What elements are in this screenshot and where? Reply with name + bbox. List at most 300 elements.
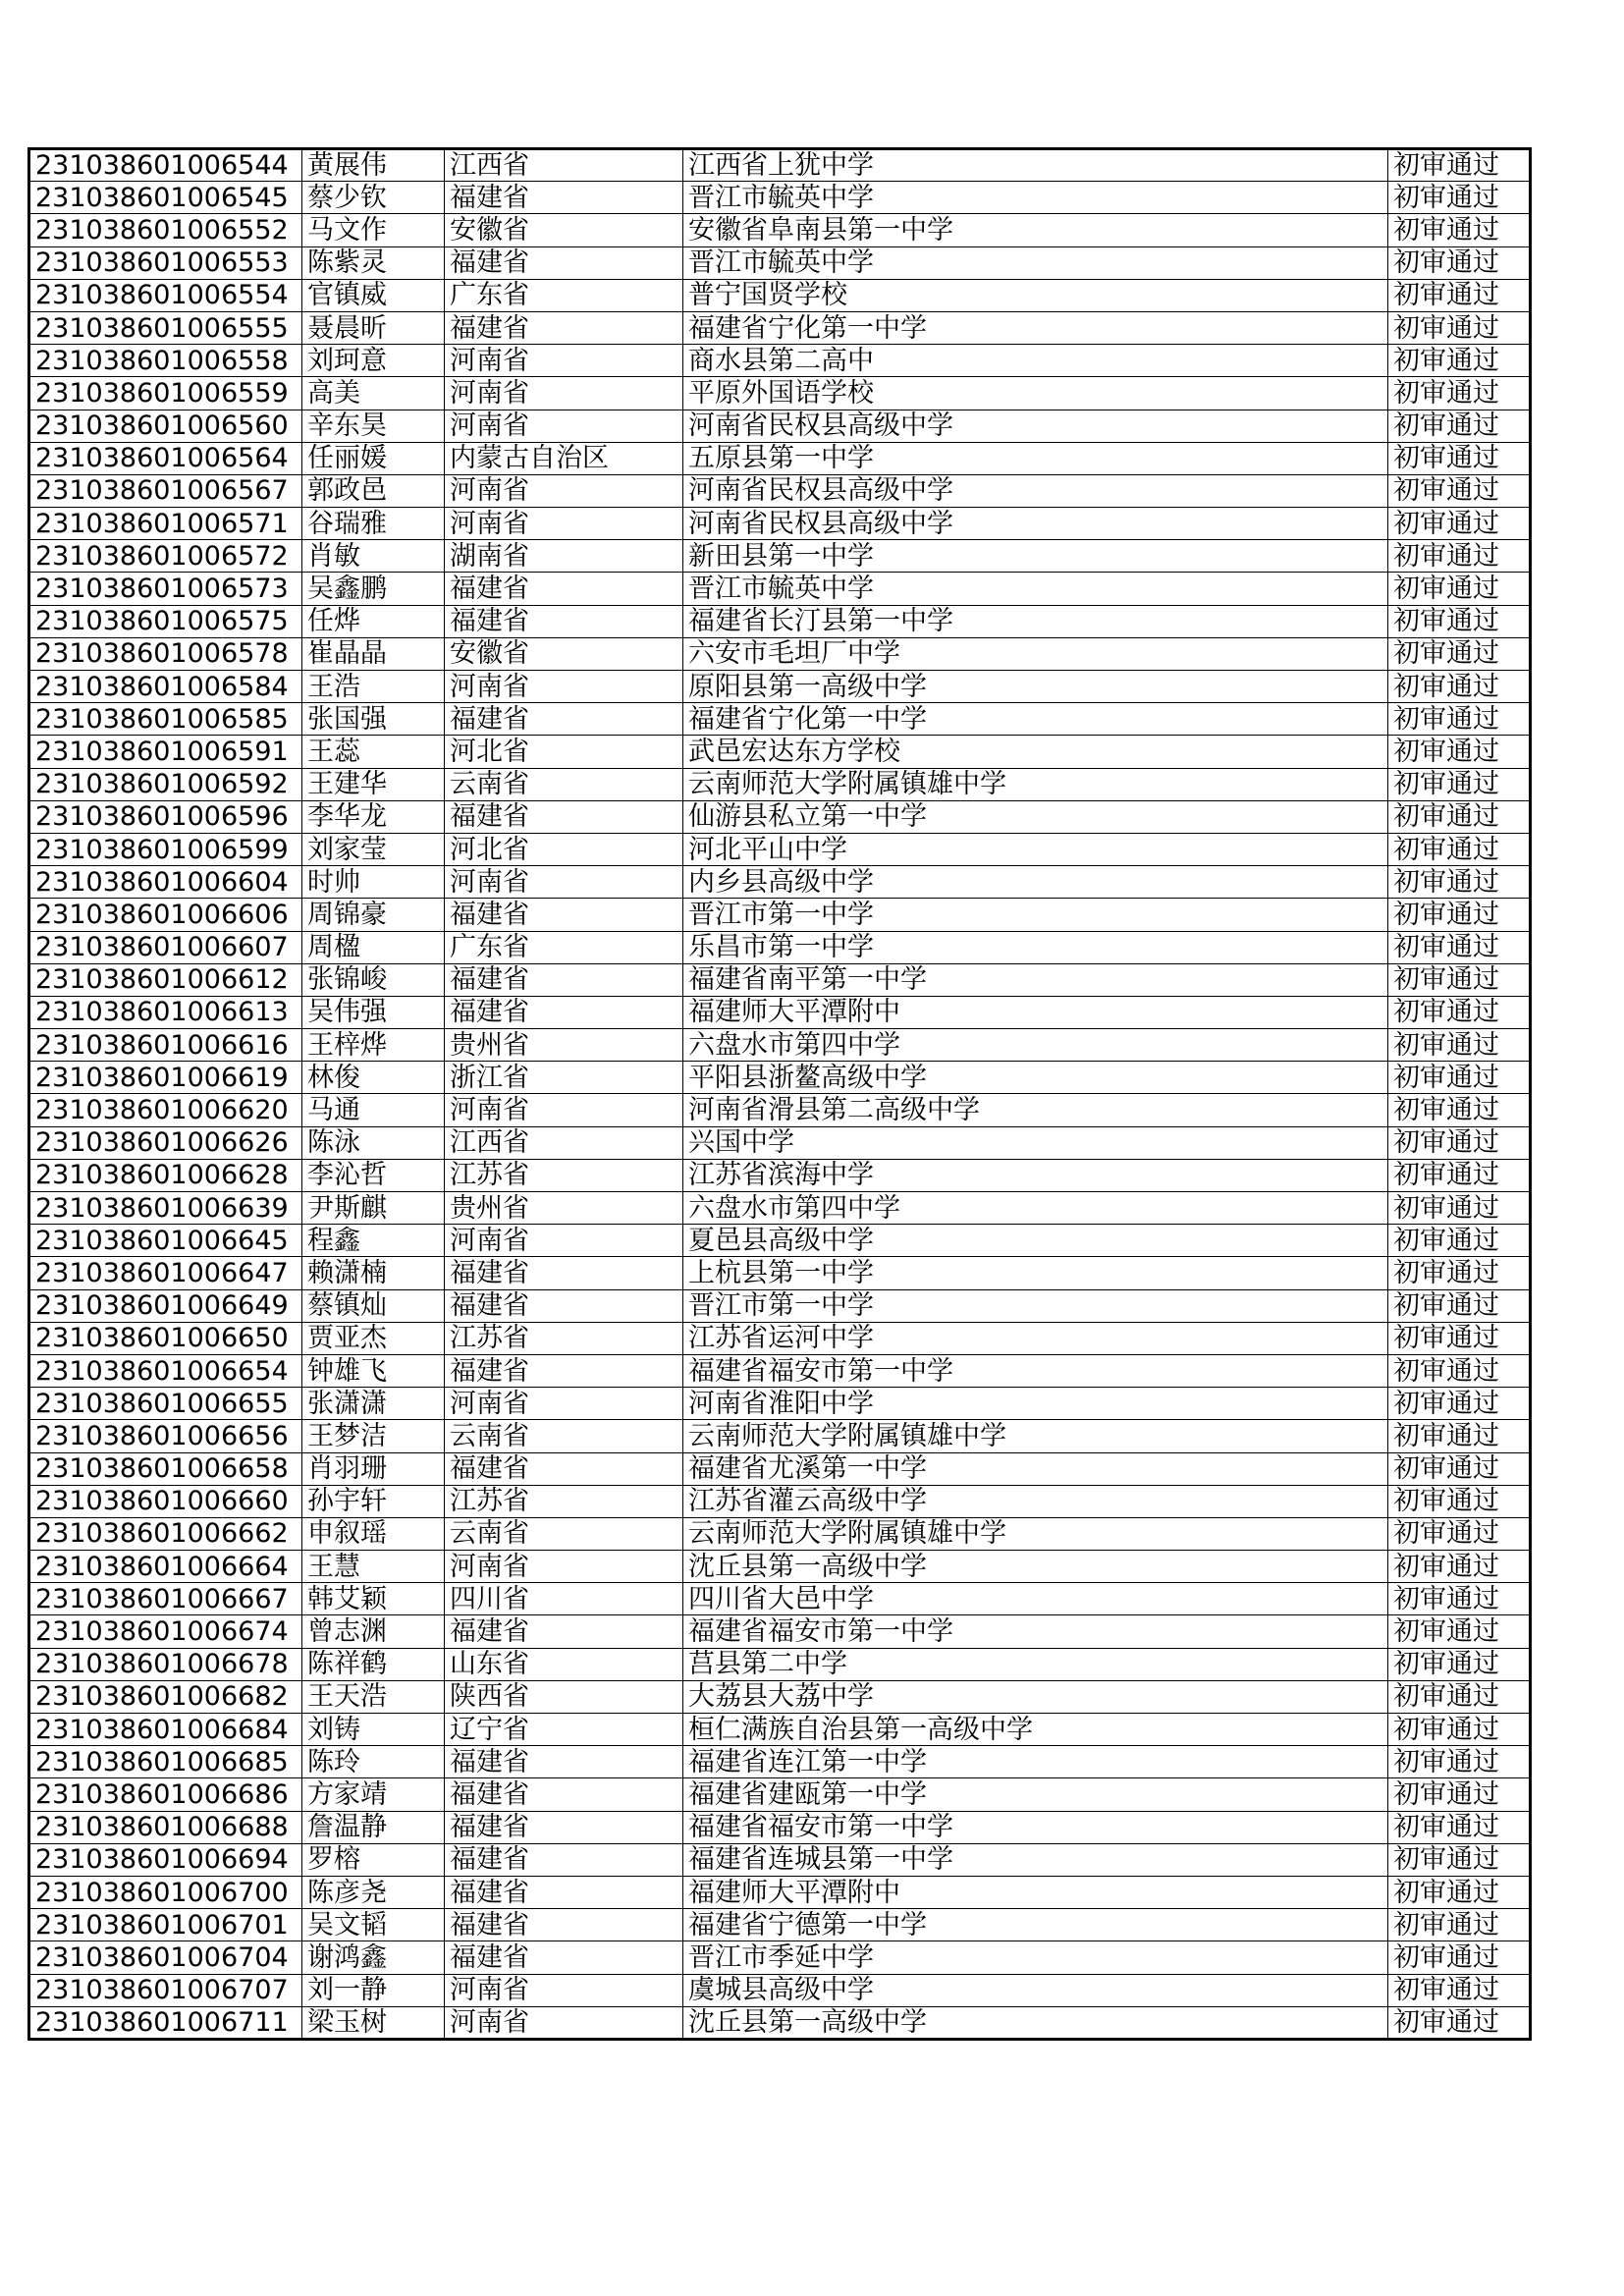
province-cell: 河南省: [445, 671, 683, 703]
status-cell: 初审通过: [1388, 1876, 1531, 1908]
table-row: [29, 1094, 1531, 1126]
status-cell: 初审通过: [1388, 377, 1531, 410]
registration-id-cell: 231038601006599: [29, 833, 302, 865]
registration-id-cell: 231038601006558: [29, 345, 302, 377]
province-cell: 江西省: [445, 1126, 683, 1159]
name-cell: 王梓烨: [302, 1029, 445, 1062]
school-cell: 福建省连城县第一中学: [683, 1843, 1388, 1876]
name-cell: 曾志渊: [302, 1615, 445, 1648]
registration-id-cell: 231038601006596: [29, 800, 302, 833]
name-cell: 张潇潇: [302, 1388, 445, 1420]
province-cell: 福建省: [445, 800, 683, 833]
province-cell: 福建省: [445, 1909, 683, 1941]
status-cell: 初审通过: [1388, 736, 1531, 768]
table-row: [29, 1648, 1531, 1680]
province-cell: 福建省: [445, 182, 683, 214]
name-cell: 官镇威: [302, 279, 445, 311]
province-cell: 福建省: [445, 1354, 683, 1387]
school-cell: 平阳县浙鳌高级中学: [683, 1062, 1388, 1094]
status-cell: 初审通过: [1388, 1452, 1531, 1485]
status-cell: 初审通过: [1388, 800, 1531, 833]
name-cell: 刘家莹: [302, 833, 445, 865]
status-cell: 初审通过: [1388, 1517, 1531, 1550]
registration-id-cell: 231038601006704: [29, 1941, 302, 1974]
school-cell: 乐昌市第一中学: [683, 931, 1388, 963]
name-cell: 张国强: [302, 703, 445, 736]
province-cell: 浙江省: [445, 1062, 683, 1094]
table-row: [29, 963, 1531, 996]
name-cell: 尹斯麒: [302, 1192, 445, 1225]
name-cell: 陈彦尧: [302, 1876, 445, 1908]
province-cell: 贵州省: [445, 1029, 683, 1062]
school-cell: 江苏省运河中学: [683, 1322, 1388, 1354]
table-row: [29, 1714, 1531, 1746]
name-cell: 程鑫: [302, 1225, 445, 1257]
school-cell: 福建省尤溪第一中学: [683, 1452, 1388, 1485]
table-row: [29, 1778, 1531, 1811]
status-cell: 初审通过: [1388, 1289, 1531, 1322]
name-cell: 王蕊: [302, 736, 445, 768]
table-row: [29, 1615, 1531, 1648]
status-cell: 初审通过: [1388, 1811, 1531, 1843]
table-row: [29, 1941, 1531, 1974]
registration-id-cell: 231038601006655: [29, 1388, 302, 1420]
province-cell: 福建省: [445, 1811, 683, 1843]
table-row: [29, 1029, 1531, 1062]
province-cell: 河南省: [445, 1094, 683, 1126]
school-cell: 桓仁满族自治县第一高级中学: [683, 1714, 1388, 1746]
name-cell: 申叙瑶: [302, 1517, 445, 1550]
registration-id-cell: 231038601006685: [29, 1746, 302, 1778]
status-cell: 初审通过: [1388, 1583, 1531, 1615]
status-cell: 初审通过: [1388, 1974, 1531, 2006]
status-cell: 初审通过: [1388, 279, 1531, 311]
registration-id-cell: 231038601006628: [29, 1159, 302, 1191]
registration-id-cell: 231038601006667: [29, 1583, 302, 1615]
table-row: [29, 1192, 1531, 1225]
name-cell: 王天浩: [302, 1680, 445, 1713]
status-cell: 初审通过: [1388, 1615, 1531, 1648]
table-row: [29, 637, 1531, 670]
registration-id-cell: 231038601006604: [29, 866, 302, 899]
province-cell: 云南省: [445, 1420, 683, 1452]
registration-id-cell: 231038601006688: [29, 1811, 302, 1843]
registration-id-cell: 231038601006591: [29, 736, 302, 768]
table-row: [29, 410, 1531, 442]
table-row: [29, 1843, 1531, 1876]
province-cell: 河南省: [445, 1388, 683, 1420]
school-cell: 云南师范大学附属镇雄中学: [683, 768, 1388, 800]
registration-id-cell: 231038601006694: [29, 1843, 302, 1876]
name-cell: 李沁哲: [302, 1159, 445, 1191]
status-cell: 初审通过: [1388, 1126, 1531, 1159]
school-cell: 莒县第二中学: [683, 1648, 1388, 1680]
table-row: [29, 279, 1531, 311]
registration-id-cell: 231038601006592: [29, 768, 302, 800]
school-cell: 晋江市第一中学: [683, 1289, 1388, 1322]
name-cell: 黄展伟: [302, 149, 445, 182]
school-cell: 四川省大邑中学: [683, 1583, 1388, 1615]
status-cell: 初审通过: [1388, 931, 1531, 963]
status-cell: 初审通过: [1388, 410, 1531, 442]
school-cell: 上杭县第一中学: [683, 1257, 1388, 1289]
province-cell: 广东省: [445, 931, 683, 963]
registration-id-cell: 231038601006649: [29, 1289, 302, 1322]
registration-id-cell: 231038601006656: [29, 1420, 302, 1452]
school-cell: 仙游县私立第一中学: [683, 800, 1388, 833]
registration-id-cell: 231038601006639: [29, 1192, 302, 1225]
school-cell: 晋江市季延中学: [683, 1941, 1388, 1974]
table-row: [29, 182, 1531, 214]
province-cell: 河南省: [445, 1551, 683, 1583]
name-cell: 周锦豪: [302, 899, 445, 931]
name-cell: 吴文韬: [302, 1909, 445, 1941]
registration-id-cell: 231038601006616: [29, 1029, 302, 1062]
school-cell: 商水县第二高中: [683, 345, 1388, 377]
school-cell: 晋江市毓英中学: [683, 182, 1388, 214]
registration-id-cell: 231038601006552: [29, 214, 302, 246]
name-cell: 梁玉树: [302, 2006, 445, 2039]
province-cell: 福建省: [445, 899, 683, 931]
school-cell: 云南师范大学附属镇雄中学: [683, 1420, 1388, 1452]
registration-id-cell: 231038601006578: [29, 637, 302, 670]
name-cell: 王梦洁: [302, 1420, 445, 1452]
table-row: [29, 899, 1531, 931]
name-cell: 詹温静: [302, 1811, 445, 1843]
status-cell: 初审通过: [1388, 605, 1531, 637]
province-cell: 辽宁省: [445, 1714, 683, 1746]
province-cell: 福建省: [445, 246, 683, 279]
name-cell: 贾亚杰: [302, 1322, 445, 1354]
name-cell: 聂晨昕: [302, 311, 445, 344]
registration-id-cell: 231038601006606: [29, 899, 302, 931]
name-cell: 周楹: [302, 931, 445, 963]
school-cell: 六安市毛坦厂中学: [683, 637, 1388, 670]
province-cell: 山东省: [445, 1648, 683, 1680]
table-row: [29, 377, 1531, 410]
name-cell: 崔晶晶: [302, 637, 445, 670]
name-cell: 马文作: [302, 214, 445, 246]
status-cell: 初审通过: [1388, 1909, 1531, 1941]
province-cell: 江苏省: [445, 1485, 683, 1517]
table-row: [29, 474, 1531, 507]
name-cell: 肖敏: [302, 540, 445, 573]
school-cell: 普宁国贤学校: [683, 279, 1388, 311]
province-cell: 福建省: [445, 703, 683, 736]
name-cell: 陈玲: [302, 1746, 445, 1778]
table-row: [29, 1551, 1531, 1583]
status-cell: 初审通过: [1388, 996, 1531, 1028]
school-cell: 福建省宁化第一中学: [683, 703, 1388, 736]
candidate-table: [27, 147, 1532, 2041]
name-cell: 刘珂意: [302, 345, 445, 377]
school-cell: 福建省南平第一中学: [683, 963, 1388, 996]
province-cell: 河南省: [445, 474, 683, 507]
name-cell: 孙宇轩: [302, 1485, 445, 1517]
province-cell: 福建省: [445, 311, 683, 344]
name-cell: 高美: [302, 377, 445, 410]
table-row: [29, 1583, 1531, 1615]
registration-id-cell: 231038601006572: [29, 540, 302, 573]
status-cell: 初审通过: [1388, 1062, 1531, 1094]
registration-id-cell: 231038601006707: [29, 1974, 302, 2006]
status-cell: 初审通过: [1388, 1680, 1531, 1713]
status-cell: 初审通过: [1388, 508, 1531, 540]
registration-id-cell: 231038601006662: [29, 1517, 302, 1550]
school-cell: 六盘水市第四中学: [683, 1029, 1388, 1062]
name-cell: 吴伟强: [302, 996, 445, 1028]
school-cell: 江苏省滨海中学: [683, 1159, 1388, 1191]
province-cell: 安徽省: [445, 214, 683, 246]
status-cell: 初审通过: [1388, 573, 1531, 605]
name-cell: 李华龙: [302, 800, 445, 833]
status-cell: 初审通过: [1388, 768, 1531, 800]
table-row: [29, 1517, 1531, 1550]
status-cell: 初审通过: [1388, 703, 1531, 736]
school-cell: 沈丘县第一高级中学: [683, 2006, 1388, 2039]
status-cell: 初审通过: [1388, 1029, 1531, 1062]
registration-id-cell: 231038601006678: [29, 1648, 302, 1680]
registration-id-cell: 231038601006567: [29, 474, 302, 507]
province-cell: 福建省: [445, 1452, 683, 1485]
table-row: [29, 1289, 1531, 1322]
table-row: [29, 703, 1531, 736]
registration-id-cell: 231038601006684: [29, 1714, 302, 1746]
province-cell: 江苏省: [445, 1159, 683, 1191]
school-cell: 河南省民权县高级中学: [683, 508, 1388, 540]
name-cell: 王建华: [302, 768, 445, 800]
status-cell: 初审通过: [1388, 1778, 1531, 1811]
school-cell: 晋江市第一中学: [683, 899, 1388, 931]
status-cell: 初审通过: [1388, 1192, 1531, 1225]
name-cell: 陈紫灵: [302, 246, 445, 279]
province-cell: 内蒙古自治区: [445, 442, 683, 474]
name-cell: 任烨: [302, 605, 445, 637]
registration-id-cell: 231038601006650: [29, 1322, 302, 1354]
school-cell: 内乡县高级中学: [683, 866, 1388, 899]
status-cell: 初审通过: [1388, 442, 1531, 474]
province-cell: 河南省: [445, 2006, 683, 2039]
school-cell: 河南省淮阳中学: [683, 1388, 1388, 1420]
table-row: [29, 736, 1531, 768]
name-cell: 任丽媛: [302, 442, 445, 474]
school-cell: 福建省长汀县第一中学: [683, 605, 1388, 637]
school-cell: 武邑宏达东方学校: [683, 736, 1388, 768]
school-cell: 五原县第一中学: [683, 442, 1388, 474]
registration-id-cell: 231038601006573: [29, 573, 302, 605]
registration-id-cell: 231038601006658: [29, 1452, 302, 1485]
candidate-table-body: [29, 149, 1531, 2040]
school-cell: 福建省建瓯第一中学: [683, 1778, 1388, 1811]
school-cell: 平原外国语学校: [683, 377, 1388, 410]
table-row: [29, 1159, 1531, 1191]
table-row: [29, 573, 1531, 605]
registration-id-cell: 231038601006564: [29, 442, 302, 474]
name-cell: 吴鑫鹏: [302, 573, 445, 605]
registration-id-cell: 231038601006553: [29, 246, 302, 279]
school-cell: 晋江市毓英中学: [683, 246, 1388, 279]
province-cell: 河北省: [445, 833, 683, 865]
school-cell: 原阳县第一高级中学: [683, 671, 1388, 703]
registration-id-cell: 231038601006559: [29, 377, 302, 410]
registration-id-cell: 231038601006682: [29, 1680, 302, 1713]
status-cell: 初审通过: [1388, 1941, 1531, 1974]
name-cell: 蔡镇灿: [302, 1289, 445, 1322]
table-row: [29, 1388, 1531, 1420]
registration-id-cell: 231038601006686: [29, 1778, 302, 1811]
school-cell: 福建省宁化第一中学: [683, 311, 1388, 344]
name-cell: 陈祥鹤: [302, 1648, 445, 1680]
table-row: [29, 671, 1531, 703]
table-row: [29, 1257, 1531, 1289]
status-cell: 初审通过: [1388, 474, 1531, 507]
table-row: [29, 149, 1531, 182]
table-row: [29, 1126, 1531, 1159]
table-row: [29, 1746, 1531, 1778]
table-row: [29, 1485, 1531, 1517]
name-cell: 蔡少钦: [302, 182, 445, 214]
registration-id-cell: 231038601006645: [29, 1225, 302, 1257]
school-cell: 虞城县高级中学: [683, 1974, 1388, 2006]
registration-id-cell: 231038601006620: [29, 1094, 302, 1126]
table-row: [29, 768, 1531, 800]
province-cell: 福建省: [445, 1289, 683, 1322]
status-cell: 初审通过: [1388, 246, 1531, 279]
registration-id-cell: 231038601006607: [29, 931, 302, 963]
table-row: [29, 1062, 1531, 1094]
school-cell: 沈丘县第一高级中学: [683, 1551, 1388, 1583]
registration-id-cell: 231038601006654: [29, 1354, 302, 1387]
province-cell: 福建省: [445, 996, 683, 1028]
registration-id-cell: 231038601006555: [29, 311, 302, 344]
status-cell: 初审通过: [1388, 671, 1531, 703]
table-row: [29, 214, 1531, 246]
name-cell: 赖潇楠: [302, 1257, 445, 1289]
registration-id-cell: 231038601006700: [29, 1876, 302, 1908]
name-cell: 钟雄飞: [302, 1354, 445, 1387]
table-row: [29, 1974, 1531, 2006]
status-cell: 初审通过: [1388, 1714, 1531, 1746]
registration-id-cell: 231038601006571: [29, 508, 302, 540]
status-cell: 初审通过: [1388, 1257, 1531, 1289]
status-cell: 初审通过: [1388, 182, 1531, 214]
table-row: [29, 1225, 1531, 1257]
province-cell: 福建省: [445, 1615, 683, 1648]
school-cell: 晋江市毓英中学: [683, 573, 1388, 605]
province-cell: 河南省: [445, 345, 683, 377]
registration-id-cell: 231038601006560: [29, 410, 302, 442]
school-cell: 大荔县大荔中学: [683, 1680, 1388, 1713]
registration-id-cell: 231038601006711: [29, 2006, 302, 2039]
table-row: [29, 1909, 1531, 1941]
name-cell: 林俊: [302, 1062, 445, 1094]
school-cell: 河南省滑县第二高级中学: [683, 1094, 1388, 1126]
status-cell: 初审通过: [1388, 345, 1531, 377]
status-cell: 初审通过: [1388, 214, 1531, 246]
school-cell: 河南省民权县高级中学: [683, 474, 1388, 507]
province-cell: 湖南省: [445, 540, 683, 573]
status-cell: 初审通过: [1388, 963, 1531, 996]
table-row: [29, 2006, 1531, 2039]
name-cell: 刘铸: [302, 1714, 445, 1746]
registration-id-cell: 231038601006619: [29, 1062, 302, 1094]
name-cell: 刘一静: [302, 1974, 445, 2006]
school-cell: 福建省连江第一中学: [683, 1746, 1388, 1778]
table-row: [29, 540, 1531, 573]
school-cell: 新田县第一中学: [683, 540, 1388, 573]
school-cell: 六盘水市第四中学: [683, 1192, 1388, 1225]
registration-id-cell: 231038601006554: [29, 279, 302, 311]
name-cell: 郭政邑: [302, 474, 445, 507]
province-cell: 江西省: [445, 149, 683, 182]
table-row: [29, 311, 1531, 344]
status-cell: 初审通过: [1388, 866, 1531, 899]
table-row: [29, 1876, 1531, 1908]
province-cell: 河南省: [445, 866, 683, 899]
province-cell: 福建省: [445, 1843, 683, 1876]
province-cell: 四川省: [445, 1583, 683, 1615]
school-cell: 河北平山中学: [683, 833, 1388, 865]
table-row: [29, 1452, 1531, 1485]
registration-id-cell: 231038601006613: [29, 996, 302, 1028]
table-row: [29, 866, 1531, 899]
status-cell: 初审通过: [1388, 899, 1531, 931]
province-cell: 福建省: [445, 605, 683, 637]
table-row: [29, 605, 1531, 637]
school-cell: 福建省宁德第一中学: [683, 1909, 1388, 1941]
province-cell: 陕西省: [445, 1680, 683, 1713]
status-cell: 初审通过: [1388, 1551, 1531, 1583]
table-row: [29, 800, 1531, 833]
table-row: [29, 508, 1531, 540]
table-row: [29, 996, 1531, 1028]
table-row: [29, 1354, 1531, 1387]
status-cell: 初审通过: [1388, 1322, 1531, 1354]
name-cell: 方家靖: [302, 1778, 445, 1811]
name-cell: 王浩: [302, 671, 445, 703]
name-cell: 张锦峻: [302, 963, 445, 996]
name-cell: 罗榕: [302, 1843, 445, 1876]
table-row: [29, 1811, 1531, 1843]
school-cell: 云南师范大学附属镇雄中学: [683, 1517, 1388, 1550]
registration-id-cell: 231038601006626: [29, 1126, 302, 1159]
registration-id-cell: 231038601006544: [29, 149, 302, 182]
status-cell: 初审通过: [1388, 2006, 1531, 2039]
status-cell: 初审通过: [1388, 1485, 1531, 1517]
school-cell: 福建省福安市第一中学: [683, 1354, 1388, 1387]
school-cell: 福建师大平潭附中: [683, 996, 1388, 1028]
province-cell: 云南省: [445, 1517, 683, 1550]
name-cell: 辛东昊: [302, 410, 445, 442]
province-cell: 福建省: [445, 1778, 683, 1811]
table-row: [29, 931, 1531, 963]
province-cell: 江苏省: [445, 1322, 683, 1354]
status-cell: 初审通过: [1388, 1159, 1531, 1191]
registration-id-cell: 231038601006701: [29, 1909, 302, 1941]
name-cell: 陈泳: [302, 1126, 445, 1159]
name-cell: 肖羽珊: [302, 1452, 445, 1485]
registration-id-cell: 231038601006612: [29, 963, 302, 996]
status-cell: 初审通过: [1388, 637, 1531, 670]
name-cell: 谢鸿鑫: [302, 1941, 445, 1974]
status-cell: 初审通过: [1388, 1746, 1531, 1778]
table-row: [29, 1322, 1531, 1354]
status-cell: 初审通过: [1388, 1843, 1531, 1876]
school-cell: 安徽省阜南县第一中学: [683, 214, 1388, 246]
school-cell: 夏邑县高级中学: [683, 1225, 1388, 1257]
table-row: [29, 246, 1531, 279]
table-row: [29, 1680, 1531, 1713]
